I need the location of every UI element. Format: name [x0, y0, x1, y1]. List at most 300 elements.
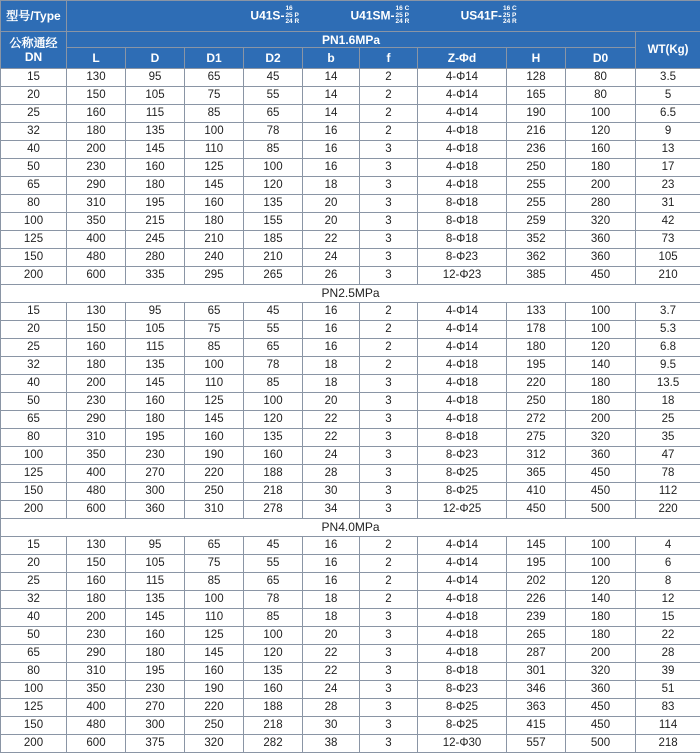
table-cell: 35 — [636, 429, 700, 447]
table-cell: 65 — [244, 573, 303, 591]
table-cell: 42 — [636, 213, 700, 231]
table-cell: 4-Φ18 — [418, 375, 507, 393]
table-cell: 3 — [360, 717, 418, 735]
table-cell: 150 — [1, 249, 67, 267]
table-cell: 125 — [1, 699, 67, 717]
table-cell: 400 — [67, 699, 126, 717]
table-cell: 210 — [185, 231, 244, 249]
section-header-row — [1, 519, 700, 537]
table-cell: 3 — [360, 141, 418, 159]
table-cell: 226 — [507, 591, 566, 609]
table-header — [1, 1, 700, 69]
table-cell: 85 — [244, 609, 303, 627]
table-cell: 12-Φ23 — [418, 267, 507, 285]
table-cell: 32 — [1, 591, 67, 609]
table-cell: 145 — [185, 177, 244, 195]
table-cell: 4-Φ14 — [418, 303, 507, 321]
table-cell: 65 — [185, 303, 244, 321]
table-cell: 270 — [126, 699, 185, 717]
table-cell: 280 — [566, 195, 636, 213]
table-cell: 4-Φ14 — [418, 69, 507, 87]
table-cell: 100 — [566, 303, 636, 321]
table-cell: 145 — [126, 609, 185, 627]
dn-label: DN — [1, 50, 66, 64]
table-cell: 8-Φ18 — [418, 213, 507, 231]
table-cell: 78 — [244, 357, 303, 375]
table-cell: 2 — [360, 303, 418, 321]
table-cell: 8-Φ25 — [418, 717, 507, 735]
table-cell: 360 — [126, 501, 185, 519]
table-cell: 8-Φ23 — [418, 681, 507, 699]
table-cell: 3 — [360, 411, 418, 429]
table-cell: 150 — [67, 555, 126, 573]
table-cell: 51 — [636, 681, 700, 699]
table-cell: 4-Φ14 — [418, 537, 507, 555]
table-cell: 20 — [303, 195, 360, 213]
table-cell: 32 — [1, 357, 67, 375]
table-cell: 230 — [126, 447, 185, 465]
table-cell: 195 — [126, 195, 185, 213]
table-cell: 6.5 — [636, 105, 700, 123]
table-cell: 83 — [636, 699, 700, 717]
table-row — [1, 465, 700, 483]
table-cell: 600 — [67, 735, 126, 753]
table-cell: 250 — [185, 483, 244, 501]
table-cell: 14 — [303, 69, 360, 87]
table-cell: 200 — [1, 501, 67, 519]
table-row — [1, 735, 700, 753]
table-cell: 24 — [303, 249, 360, 267]
table-cell: 190 — [185, 681, 244, 699]
table-cell: 415 — [507, 717, 566, 735]
table-cell: 80 — [566, 87, 636, 105]
table-cell: 20 — [303, 213, 360, 231]
table-cell: 105 — [126, 555, 185, 573]
table-cell: 135 — [244, 195, 303, 213]
table-cell: 180 — [566, 393, 636, 411]
column-header: D0 — [566, 48, 636, 69]
table-cell: 3 — [360, 465, 418, 483]
table-cell: 185 — [244, 231, 303, 249]
table-cell: 320 — [566, 213, 636, 231]
table-cell: 45 — [244, 537, 303, 555]
table-cell: 13 — [636, 141, 700, 159]
table-cell: 112 — [636, 483, 700, 501]
table-cell: 105 — [126, 87, 185, 105]
table-cell: 180 — [67, 591, 126, 609]
table-row — [1, 609, 700, 627]
table-cell: 239 — [507, 609, 566, 627]
table-cell: 3 — [360, 609, 418, 627]
table-cell: 290 — [67, 411, 126, 429]
table-cell: 38 — [303, 735, 360, 753]
table-cell: 50 — [1, 393, 67, 411]
table-cell: 220 — [507, 375, 566, 393]
table-cell: 160 — [126, 627, 185, 645]
table-cell: 75 — [185, 87, 244, 105]
table-cell: 105 — [126, 321, 185, 339]
table-cell: 3 — [360, 663, 418, 681]
table-cell: 200 — [1, 735, 67, 753]
table-cell: 4-Φ18 — [418, 411, 507, 429]
table-cell: 220 — [185, 465, 244, 483]
table-cell: 360 — [566, 447, 636, 465]
table-cell: 3 — [360, 375, 418, 393]
table-cell: 278 — [244, 501, 303, 519]
table-cell: 480 — [67, 717, 126, 735]
table-cell: 3.7 — [636, 303, 700, 321]
table-cell: 80 — [1, 195, 67, 213]
table-cell: 180 — [507, 339, 566, 357]
table-cell: 80 — [1, 429, 67, 447]
table-row — [1, 393, 700, 411]
column-header: H — [507, 48, 566, 69]
table-cell: 3 — [360, 429, 418, 447]
table-cell: 195 — [126, 663, 185, 681]
table-cell: 8-Φ18 — [418, 195, 507, 213]
table-cell: 20 — [1, 87, 67, 105]
table-cell: 480 — [67, 483, 126, 501]
table-cell: 500 — [566, 735, 636, 753]
table-cell: 218 — [636, 735, 700, 753]
table-cell: 17 — [636, 159, 700, 177]
table-cell: 410 — [507, 483, 566, 501]
model-us41f: US41F- 16 C 25 P 24 R — [461, 6, 517, 26]
table-row — [1, 177, 700, 195]
table-cell: 3 — [360, 195, 418, 213]
table-cell: 360 — [566, 681, 636, 699]
table-cell: 16 — [303, 537, 360, 555]
table-cell: 39 — [636, 663, 700, 681]
table-cell: 195 — [507, 555, 566, 573]
table-cell: 18 — [636, 393, 700, 411]
table-cell: 275 — [507, 429, 566, 447]
table-cell: 18 — [303, 609, 360, 627]
table-cell: 180 — [126, 177, 185, 195]
table-cell: 320 — [185, 735, 244, 753]
table-cell: 245 — [126, 231, 185, 249]
table-cell: 23 — [636, 177, 700, 195]
table-cell: 130 — [67, 69, 126, 87]
table-cell: 4-Φ18 — [418, 357, 507, 375]
table-cell: 200 — [67, 375, 126, 393]
table-cell: 280 — [126, 249, 185, 267]
table-cell: 55 — [244, 321, 303, 339]
table-cell: 250 — [507, 393, 566, 411]
table-cell: 16 — [303, 123, 360, 141]
table-row — [1, 645, 700, 663]
table-row — [1, 591, 700, 609]
table-row — [1, 141, 700, 159]
table-row — [1, 213, 700, 231]
table-cell: 3 — [360, 177, 418, 195]
table-cell: 100 — [185, 123, 244, 141]
table-cell: 80 — [1, 663, 67, 681]
table-cell: 300 — [126, 483, 185, 501]
table-cell: 65 — [244, 105, 303, 123]
table-cell: 190 — [507, 105, 566, 123]
table-cell: 85 — [185, 573, 244, 591]
table-cell: 160 — [126, 393, 185, 411]
table-cell: 50 — [1, 627, 67, 645]
table-cell: 65 — [1, 177, 67, 195]
table-cell: 8-Φ25 — [418, 699, 507, 717]
table-row — [1, 339, 700, 357]
table-cell: 65 — [185, 69, 244, 87]
table-cell: 95 — [126, 69, 185, 87]
table-row — [1, 195, 700, 213]
table-row — [1, 717, 700, 735]
table-row — [1, 627, 700, 645]
table-cell: 100 — [185, 591, 244, 609]
section-title: PN2.5MPa — [1, 285, 700, 303]
table-cell: 22 — [303, 663, 360, 681]
table-cell: 80 — [566, 69, 636, 87]
table-cell: 12 — [636, 591, 700, 609]
table-cell: 335 — [126, 267, 185, 285]
table-cell: 4-Φ18 — [418, 645, 507, 663]
table-cell: 360 — [566, 231, 636, 249]
table-row — [1, 483, 700, 501]
table-cell: 230 — [67, 627, 126, 645]
table-cell: 50 — [1, 159, 67, 177]
table-cell: 140 — [566, 591, 636, 609]
table-cell: 5 — [636, 87, 700, 105]
table-cell: 450 — [566, 717, 636, 735]
table-cell: 2 — [360, 591, 418, 609]
table-cell: 100 — [244, 159, 303, 177]
table-row — [1, 447, 700, 465]
table-cell: 218 — [244, 717, 303, 735]
column-header-row — [1, 48, 700, 69]
table-cell: 265 — [244, 267, 303, 285]
table-cell: 100 — [1, 447, 67, 465]
table-cell: 600 — [67, 267, 126, 285]
table-row — [1, 501, 700, 519]
column-header: L — [67, 48, 126, 69]
table-cell: 259 — [507, 213, 566, 231]
table-cell: 8-Φ18 — [418, 231, 507, 249]
table-cell: 230 — [67, 159, 126, 177]
table-cell: 180 — [126, 645, 185, 663]
table-cell: 362 — [507, 249, 566, 267]
table-cell: 120 — [566, 123, 636, 141]
table-cell: 160 — [566, 141, 636, 159]
table-row — [1, 357, 700, 375]
table-cell: 16 — [303, 141, 360, 159]
table-cell: 350 — [67, 681, 126, 699]
table-cell: 135 — [126, 123, 185, 141]
table-cell: 3 — [360, 213, 418, 231]
table-cell: 6.8 — [636, 339, 700, 357]
table-row — [1, 249, 700, 267]
table-cell: 180 — [566, 375, 636, 393]
table-cell: 12-Φ30 — [418, 735, 507, 753]
table-cell: 352 — [507, 231, 566, 249]
table-cell: 130 — [67, 537, 126, 555]
table-cell: 600 — [67, 501, 126, 519]
table-cell: 9.5 — [636, 357, 700, 375]
table-cell: 4-Φ18 — [418, 627, 507, 645]
dn-label-cn: 公称通经 — [1, 36, 66, 50]
table-cell: 4-Φ14 — [418, 87, 507, 105]
table-cell: 145 — [185, 645, 244, 663]
table-cell: 13.5 — [636, 375, 700, 393]
table-cell: 160 — [185, 663, 244, 681]
table-cell: 165 — [507, 87, 566, 105]
table-cell: 2 — [360, 573, 418, 591]
table-cell: 100 — [1, 213, 67, 231]
table-cell: 310 — [185, 501, 244, 519]
table-cell: 385 — [507, 267, 566, 285]
table-cell: 25 — [1, 339, 67, 357]
table-row — [1, 69, 700, 87]
table-cell: 200 — [1, 267, 67, 285]
table-body — [1, 69, 700, 753]
table-cell: 180 — [126, 411, 185, 429]
table-cell: 4-Φ18 — [418, 123, 507, 141]
table-cell: 85 — [244, 141, 303, 159]
table-cell: 125 — [185, 393, 244, 411]
column-header: D — [126, 48, 185, 69]
table-cell: 3 — [360, 681, 418, 699]
table-cell: 145 — [126, 375, 185, 393]
table-cell: 363 — [507, 699, 566, 717]
table-cell: 15 — [1, 303, 67, 321]
table-cell: 55 — [244, 555, 303, 573]
table-cell: 32 — [1, 123, 67, 141]
table-cell: 450 — [507, 501, 566, 519]
table-cell: 3 — [360, 483, 418, 501]
table-cell: 3 — [360, 231, 418, 249]
table-cell: 255 — [507, 195, 566, 213]
table-cell: 180 — [185, 213, 244, 231]
table-cell: 15 — [1, 537, 67, 555]
table-cell: 150 — [67, 321, 126, 339]
table-row — [1, 663, 700, 681]
table-cell: 4-Φ18 — [418, 609, 507, 627]
table-cell: 500 — [566, 501, 636, 519]
table-cell: 114 — [636, 717, 700, 735]
table-cell: 272 — [507, 411, 566, 429]
table-cell: 125 — [1, 465, 67, 483]
column-header: f — [360, 48, 418, 69]
table-cell: 3 — [360, 501, 418, 519]
table-row — [1, 537, 700, 555]
table-cell: 100 — [244, 627, 303, 645]
table-cell: 3 — [360, 249, 418, 267]
table-cell: 115 — [126, 339, 185, 357]
table-cell: 110 — [185, 375, 244, 393]
table-cell: 215 — [126, 213, 185, 231]
table-cell: 85 — [244, 375, 303, 393]
table-cell: 150 — [1, 483, 67, 501]
table-cell: 180 — [566, 159, 636, 177]
table-cell: 47 — [636, 447, 700, 465]
column-header: Z-Φd — [418, 48, 507, 69]
table-cell: 145 — [126, 141, 185, 159]
table-cell: 480 — [67, 249, 126, 267]
table-cell: 195 — [507, 357, 566, 375]
table-cell: 3 — [360, 735, 418, 753]
table-cell: 100 — [566, 105, 636, 123]
table-cell: 4-Φ14 — [418, 321, 507, 339]
table-cell: 65 — [185, 537, 244, 555]
table-cell: 20 — [1, 555, 67, 573]
table-row — [1, 303, 700, 321]
table-cell: 8-Φ18 — [418, 429, 507, 447]
table-cell: 3.5 — [636, 69, 700, 87]
table-cell: 236 — [507, 141, 566, 159]
table-cell: 135 — [244, 663, 303, 681]
table-cell: 100 — [566, 537, 636, 555]
table-cell: 15 — [636, 609, 700, 627]
table-cell: 100 — [566, 321, 636, 339]
table-cell: 250 — [185, 717, 244, 735]
table-cell: 115 — [126, 105, 185, 123]
table-cell: 20 — [303, 393, 360, 411]
table-cell: 25 — [636, 411, 700, 429]
table-row — [1, 123, 700, 141]
table-cell: 8-Φ25 — [418, 465, 507, 483]
table-cell: 12-Φ25 — [418, 501, 507, 519]
table-cell: 265 — [507, 627, 566, 645]
table-cell: 15 — [1, 69, 67, 87]
table-cell: 100 — [566, 555, 636, 573]
table-cell: 557 — [507, 735, 566, 753]
table-cell: 270 — [126, 465, 185, 483]
table-cell: 202 — [507, 573, 566, 591]
table-cell: 130 — [67, 303, 126, 321]
table-row — [1, 159, 700, 177]
table-cell: 180 — [566, 609, 636, 627]
table-row — [1, 321, 700, 339]
table-cell: 20 — [1, 321, 67, 339]
table-row — [1, 573, 700, 591]
table-cell: 8 — [636, 573, 700, 591]
table-cell: 78 — [636, 465, 700, 483]
table-cell: 230 — [126, 681, 185, 699]
table-cell: 160 — [244, 681, 303, 699]
table-cell: 22 — [636, 627, 700, 645]
table-cell: 25 — [1, 573, 67, 591]
table-cell: 346 — [507, 681, 566, 699]
table-cell: 300 — [126, 717, 185, 735]
table-cell: 120 — [244, 645, 303, 663]
section-title: PN4.0MPa — [1, 519, 700, 537]
table-cell: 25 — [1, 105, 67, 123]
table-cell: 155 — [244, 213, 303, 231]
table-cell: 310 — [67, 663, 126, 681]
table-cell: 350 — [67, 213, 126, 231]
table-cell: 16 — [303, 303, 360, 321]
table-cell: 75 — [185, 555, 244, 573]
table-cell: 125 — [185, 159, 244, 177]
table-cell: 400 — [67, 231, 126, 249]
table-cell: 2 — [360, 339, 418, 357]
table-cell: 195 — [126, 429, 185, 447]
table-cell: 16 — [303, 339, 360, 357]
table-cell: 18 — [303, 177, 360, 195]
table-cell: 160 — [244, 447, 303, 465]
table-cell: 78 — [244, 591, 303, 609]
table-cell: 6 — [636, 555, 700, 573]
table-cell: 312 — [507, 447, 566, 465]
table-cell: 31 — [636, 195, 700, 213]
table-cell: 20 — [303, 627, 360, 645]
table-cell: 8-Φ18 — [418, 663, 507, 681]
table-cell: 230 — [67, 393, 126, 411]
